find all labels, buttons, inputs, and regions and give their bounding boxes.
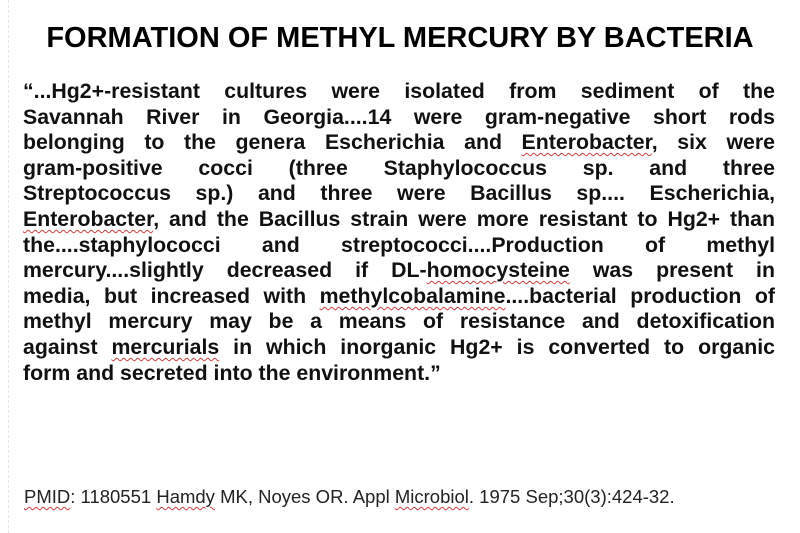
citation-journal: Microbiol — [394, 486, 469, 507]
spellcheck-word: methylcobalamine — [319, 283, 506, 308]
citation-authors-rest: MK, Noyes OR. Appl — [214, 486, 395, 507]
quote-line — [23, 233, 775, 259]
citation-author: Hamdy — [156, 486, 215, 507]
quote-line — [23, 258, 775, 284]
quote-line — [23, 361, 775, 387]
quote-text: “...Hg2+-resistant cultures were isolated from sediment of the — [23, 79, 775, 103]
quote-text: Streptococcus sp.) and three were Bacillus sp.... Escherichia, — [23, 181, 775, 206]
spellcheck-word: Enterobacter — [521, 130, 652, 155]
quote-line — [23, 130, 775, 156]
spellcheck-word: Enterobacter — [23, 206, 154, 231]
quote-text: was present in — [569, 258, 775, 283]
citation-journal-rest: . 1975 Sep;30(3):424-32. — [468, 486, 675, 507]
slide-title: FORMATION OF METHYL MERCURY BY BACTERIA — [46, 22, 754, 54]
quote-line — [23, 181, 775, 207]
quote-text: gram-positive cocci (three Staphylococcus sp. and three — [23, 155, 775, 180]
slide-left-border — [8, 0, 9, 533]
quote-text: Savannah River in Georgia....14 were gram-negative short rods — [23, 104, 775, 129]
quote-text: in which inorganic Hg2+ is converted to organic — [219, 334, 775, 359]
quote-line — [23, 156, 775, 182]
quote-text: media, but increased with — [23, 283, 320, 308]
quote-text: methyl mercury may be a means of resistance and detoxification — [23, 309, 775, 334]
quote-text: ....bacterial production of — [505, 283, 775, 308]
quote-line — [23, 79, 775, 105]
citation-label: PMID — [24, 486, 71, 507]
spellcheck-word: homocysteine — [426, 258, 570, 283]
quote-text: the....staphylococci and streptococci....Production of methyl — [23, 232, 775, 257]
citation — [24, 486, 675, 508]
quote-line — [23, 309, 775, 335]
quote-line — [23, 335, 775, 361]
quote-block — [23, 79, 775, 386]
quote-text: belonging to the genera Escherichia and — [23, 130, 522, 155]
citation-id: : 1180551 — [70, 486, 157, 507]
quote-line — [23, 105, 775, 131]
spellcheck-word: mercurials — [111, 334, 220, 359]
quote-text: form and secreted into the environment.” — [23, 360, 441, 385]
quote-text: mercury....slightly decreased if DL- — [23, 258, 427, 283]
quote-text: , and the Bacillus strain were more resistant to Hg2+ than — [153, 206, 775, 231]
quote-text: , six were — [651, 130, 775, 155]
quote-line — [23, 207, 775, 233]
quote-text: against — [23, 334, 112, 359]
quote-line — [23, 284, 775, 310]
